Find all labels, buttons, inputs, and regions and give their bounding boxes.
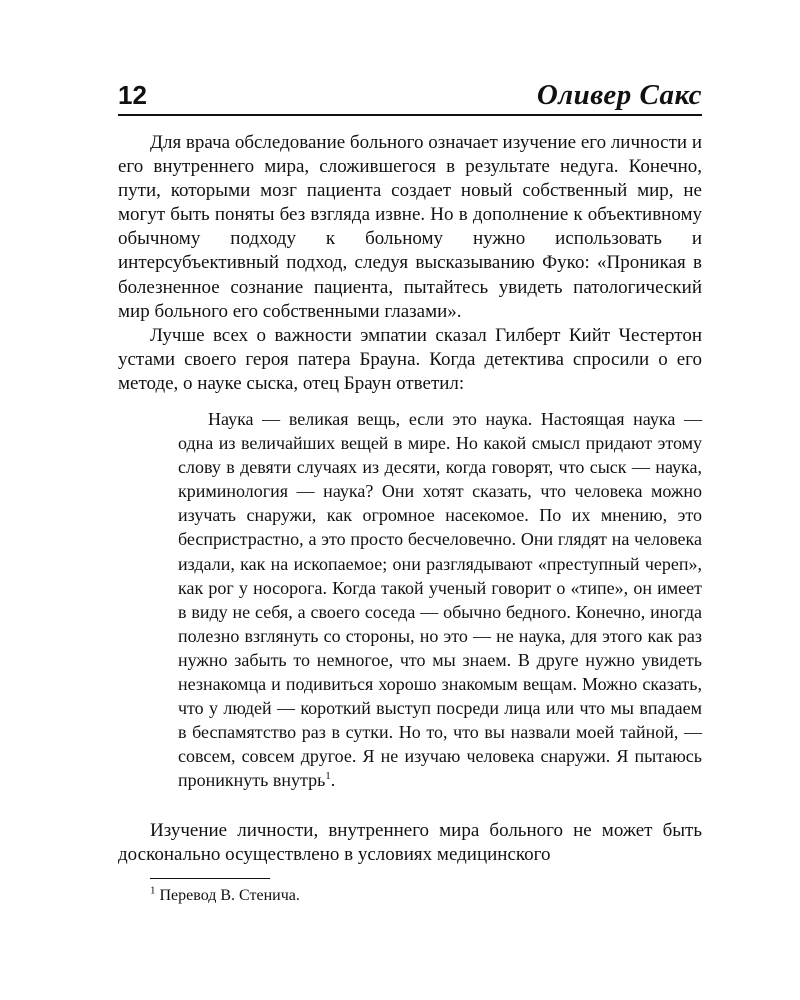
block-quote-end: . [330, 770, 336, 791]
footnote-text: Перевод В. Стенича. [155, 887, 300, 904]
running-head-author: Оливер Сакс [536, 79, 702, 111]
footnote-reference: 1 [325, 770, 331, 783]
body-paragraph-1: Для врача обследование больного означает изучение его личности и его внутреннего мира, сложившегося в результате недуга. Конечно, пути, которыми мозг пациента создает новый собственный мир, не могут быть поняты без взгляда извне. Но в дополнение к объективному обычному подходу к больному нужно использовать и интерсубъективный подход, следуя высказыванию Фуко: «Проникая в болезненное сознание пациента, пытайтесь увидеть патологический мир больного его собственными глазами». [118, 132, 702, 322]
body-paragraph-3: Изучение личности, внутреннего мира больного не может быть досконально осуществлено в условиях медицинского [118, 820, 702, 866]
page-number: 12 [118, 80, 147, 110]
body-paragraph-2: Лучше всех о важности эмпатии сказал Гилберт Кийт Честертон устами своего героя патера Брауна. Когда детектива спросили о его методе, о науке сыска, отец Браун ответил: [118, 325, 702, 395]
page-header [118, 76, 702, 120]
header-rule [118, 114, 702, 116]
block-quote-text: Наука — великая вещь, если это наука. Настоящая наука — одна из величайших вещей в мире. Но какой смысл придают этому слову в девяти случаях из десяти, когда говорят, что сыск — наука, криминология — наука? Они хотят сказать, что человека можно изучать снаружи, как огромное насекомое. По их мнению, это беспристрастно, а это просто бесчеловечно. Они глядят на человека издали, как на ископаемое; они разглядывают «преступный череп», как рог у носорога. Когда такой ученый говорит о «типе», он имеет в виду не себя, а своего соседа — обычно бедного. Конечно, иногда полезно взглянуть со стороны, но это — не наука, для этого как раз нужно забыть то немногое, что мы знаем. В друге нужно увидеть незнакомца и подивиться хорошо знакомым вещам. Можно сказать, что у людей — короткий выступ посреди лица или что мы впадаем в беспамятство раз в сутки. Но то, что вы назвали моей тайной, — совсем, совсем другое. Я не изучаю человека снаружи. Я пытаюсь проникнуть внутрь [178, 409, 702, 791]
block-quote [178, 407, 702, 793]
footnote-rule [150, 878, 270, 879]
footnote [150, 886, 300, 906]
footnote-marker: 1 [150, 884, 156, 897]
